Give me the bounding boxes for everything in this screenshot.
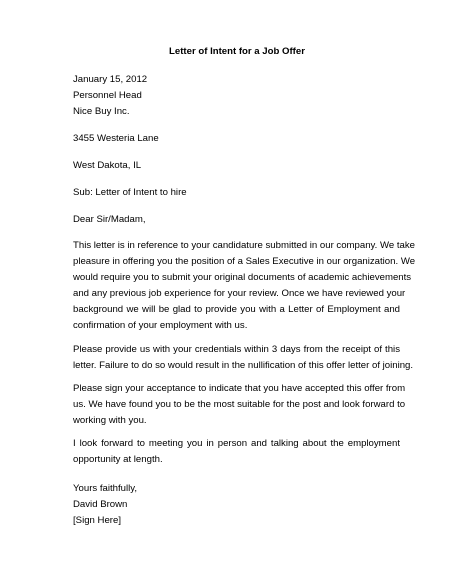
signer-name: David Brown [73, 499, 128, 510]
recipient-title: Personnel Head [73, 90, 142, 101]
paragraph-line: would require you to submit your original documents of academic achievements [73, 272, 412, 283]
recipient-city: West Dakota, IL [73, 160, 142, 171]
recipient-company: Nice Buy Inc. [73, 106, 130, 117]
body-paragraph-2 [73, 342, 414, 374]
paragraph-line: letter. Failure to do so would result in the nullification of this offer letter of joining. [73, 360, 414, 371]
paragraph-line: This letter is in reference to your candidature submitted in our company. We take [73, 240, 415, 251]
body-paragraph-1 [73, 238, 416, 334]
paragraph-line: opportunity at length. [73, 454, 163, 465]
document-title: Letter of Intent for a Job Offer [169, 46, 305, 57]
recipient-street: 3455 Westeria Lane [73, 133, 159, 144]
body-paragraph-3 [73, 381, 406, 429]
paragraph-line: Please provide us with your credentials within 3 days from the receipt of this [73, 344, 400, 355]
salutation: Dear Sir/Madam, [73, 214, 146, 225]
letter-date: January 15, 2012 [73, 74, 148, 85]
closing: Yours faithfully, [73, 483, 137, 494]
paragraph-line: working with you. [73, 415, 147, 426]
paragraph-line: pleasure in offering you the position of a Sales Executive in our organization. We [73, 256, 416, 267]
signature-placeholder: [Sign Here] [73, 515, 121, 526]
paragraph-line: background we will be glad to provide you with a Letter of Employment and [73, 304, 400, 315]
letter-subject: Sub: Letter of Intent to hire [73, 187, 187, 198]
paragraph-line: confirmation of your employment with us. [73, 320, 248, 331]
paragraph-line: I look forward to meeting you in person and talking about the employment [73, 438, 400, 449]
body-paragraph-4 [73, 436, 400, 468]
paragraph-line: us. We have found you to be the most suitable for the post and look forward to [73, 399, 406, 410]
paragraph-line: and any previous job experience for your review. Once we have reviewed your [73, 288, 406, 299]
paragraph-line: Please sign your acceptance to indicate that you have accepted this offer from [73, 383, 406, 394]
